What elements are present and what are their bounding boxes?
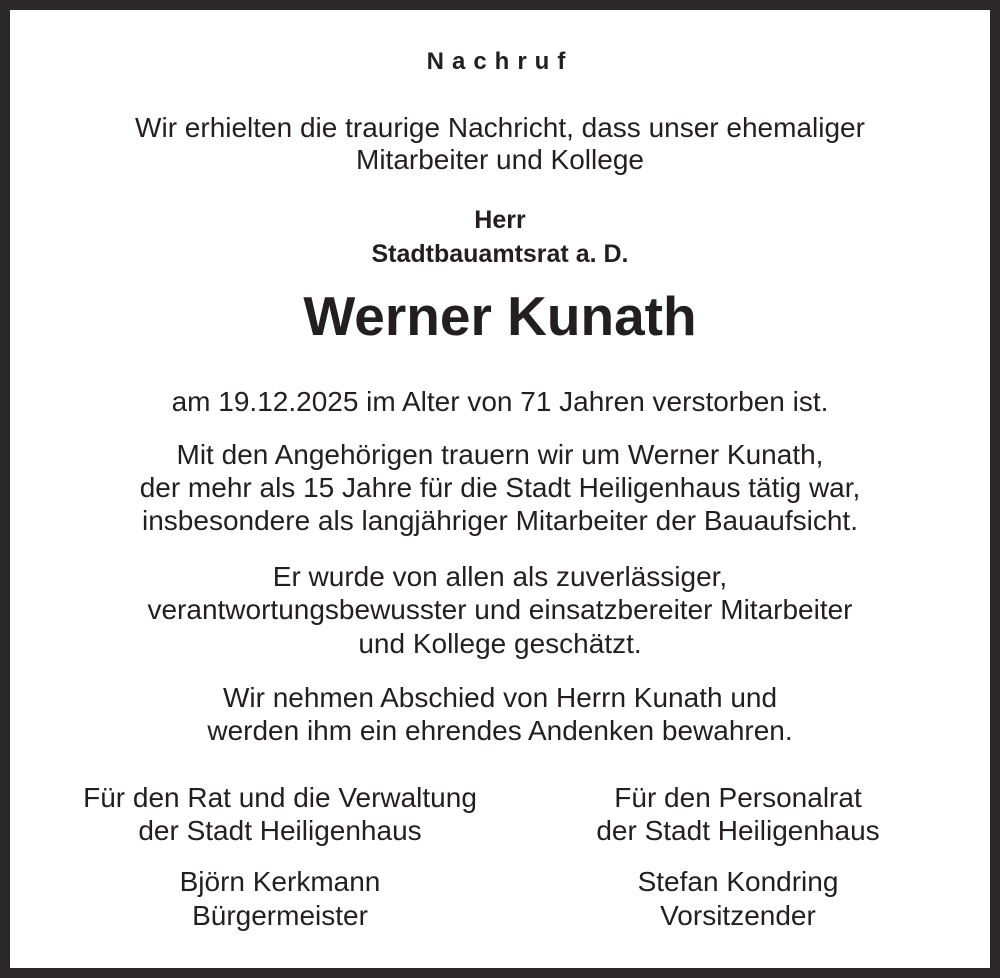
intro-line: Wir erhielten die traurige Nachricht, dass unser ehemaliger — [135, 112, 865, 143]
paragraph-line: werden ihm ein ehrendes Andenken bewahren. — [207, 715, 793, 746]
signature-role: Vorsitzender — [660, 900, 816, 931]
deceased-title: Stadtbauamtsrat a. D. — [371, 240, 629, 268]
paragraph-line: der mehr als 15 Jahre für die Stadt Heiligenhaus tätig war, — [139, 472, 861, 503]
paragraph-line: Wir nehmen Abschied von Herrn Kunath und — [222, 682, 778, 713]
signature-name: Björn Kerkmann — [179, 866, 381, 897]
paragraph-line: insbesondere als langjähriger Mitarbeiter der Bauaufsicht. — [142, 505, 858, 536]
deceased-name: Werner Kunath — [303, 285, 697, 347]
paragraph-line: Er wurde von allen als zuverlässiger, — [272, 561, 728, 592]
signature-org: der Stadt Heiligenhaus — [138, 815, 422, 846]
salutation: Herr — [474, 206, 526, 234]
signature-org: Für den Personalrat — [614, 782, 862, 813]
signature-name: Stefan Kondring — [637, 866, 839, 897]
death-line: am 19.12.2025 im Alter von 71 Jahren verstorben ist. — [171, 386, 829, 417]
intro-line: Mitarbeiter und Kollege — [356, 144, 644, 175]
paragraph-line: Mit den Angehörigen trauern wir um Werner Kunath, — [176, 439, 824, 470]
heading: Nachruf — [426, 48, 574, 75]
signature-role: Bürgermeister — [192, 900, 368, 931]
signature-org: der Stadt Heiligenhaus — [596, 815, 880, 846]
signature-org: Für den Rat und die Verwaltung — [83, 782, 477, 813]
paragraph-line: und Kollege geschätzt. — [358, 628, 642, 659]
paragraph-line: verantwortungsbewusster und einsatzbereiter Mitarbeiter — [147, 594, 853, 625]
